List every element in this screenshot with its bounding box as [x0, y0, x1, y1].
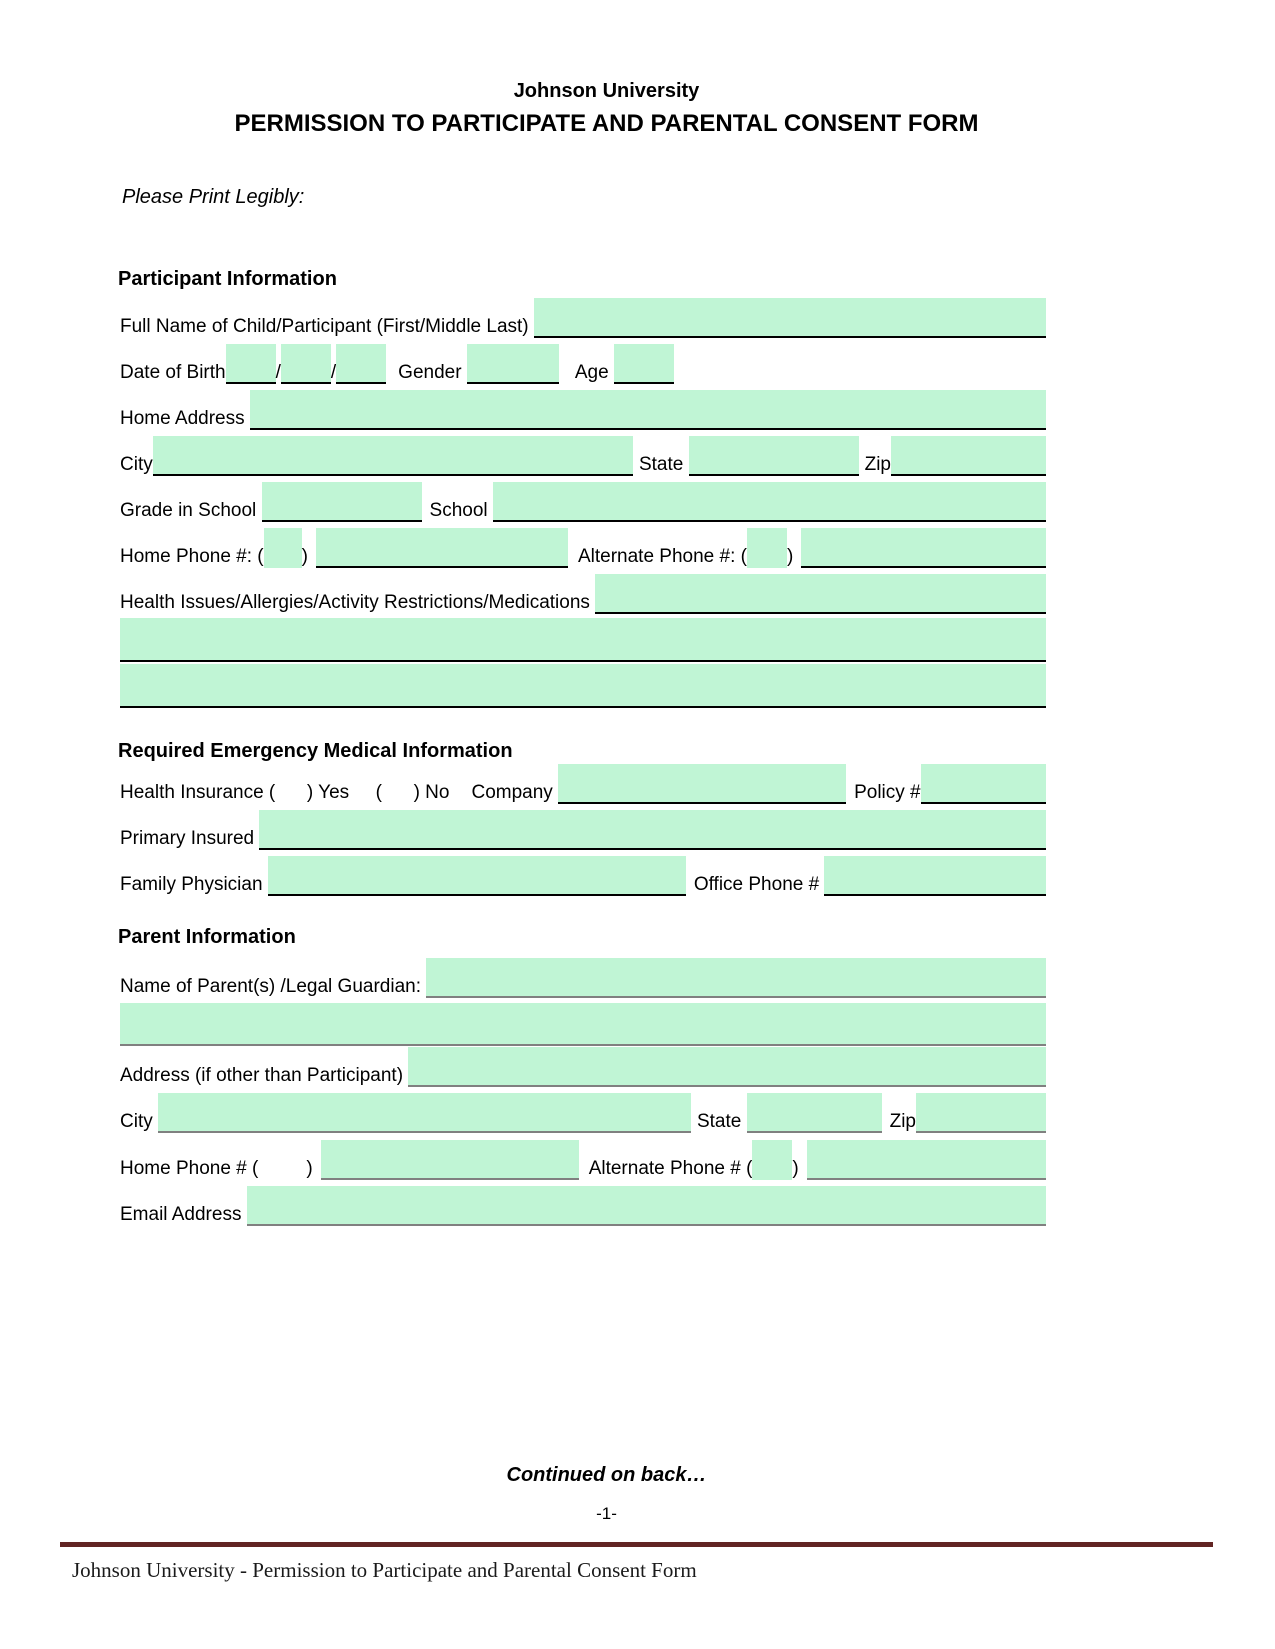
parent-zip-label: Zip — [889, 1111, 916, 1132]
guardian-name-line2-field[interactable] — [120, 1003, 1046, 1046]
form-title: PERMISSION TO PARTICIPATE AND PARENTAL CONSENT FORM — [234, 110, 979, 137]
section-heading-medical: Required Emergency Medical Information — [118, 740, 513, 762]
home-phone-field[interactable] — [316, 528, 568, 568]
city-field[interactable] — [153, 436, 633, 476]
dob-slash-2: / — [330, 362, 337, 383]
grade-label: Grade in School — [120, 500, 262, 521]
age-field[interactable] — [614, 344, 674, 384]
alt-phone-label: Alternate Phone #: ( — [577, 546, 747, 567]
company-label: Company — [471, 782, 559, 803]
health-issues-line3-field[interactable] — [120, 664, 1046, 708]
parent-city-row — [120, 1093, 1046, 1133]
parent-home-phone-field[interactable] — [321, 1140, 579, 1180]
parent-home-paren-close: ) — [306, 1158, 313, 1179]
parent-city-label: City — [120, 1111, 158, 1132]
email-field[interactable] — [247, 1186, 1046, 1226]
parent-home-phone-label: Home Phone # ( — [120, 1158, 259, 1179]
guardian-name-field[interactable] — [426, 958, 1046, 998]
page-number: -1- — [596, 1504, 617, 1523]
company-field[interactable] — [558, 764, 846, 804]
office-phone-field[interactable] — [824, 856, 1046, 896]
home-phone-paren-close: ) — [301, 546, 308, 567]
parent-alt-area-field[interactable] — [752, 1140, 792, 1180]
health-issues-line2-field[interactable] — [120, 618, 1046, 662]
gender-label: Gender — [398, 362, 467, 383]
family-physician-field[interactable] — [268, 856, 686, 896]
full-name-row — [120, 298, 1046, 338]
full-name-field[interactable] — [534, 298, 1046, 338]
zip-field[interactable] — [891, 436, 1046, 476]
dob-label: Date of Birth — [120, 362, 226, 383]
health-issues-row — [120, 574, 1046, 614]
alt-phone-field[interactable] — [801, 528, 1046, 568]
parent-address-row — [120, 1047, 1046, 1087]
zip-label: Zip — [864, 454, 891, 475]
grade-school-row — [120, 482, 1046, 522]
section-heading-participant: Participant Information — [118, 268, 337, 290]
age-label: Age — [574, 362, 614, 383]
parent-state-field[interactable] — [747, 1093, 882, 1133]
home-address-label: Home Address — [120, 408, 250, 429]
parent-address-field[interactable] — [408, 1047, 1046, 1087]
health-insurance-row — [120, 764, 1046, 804]
alt-phone-paren-close: ) — [786, 546, 794, 567]
full-name-label: Full Name of Child/Participant (First/Middle Last) — [120, 316, 534, 337]
section-heading-parent: Parent Information — [118, 926, 296, 948]
parent-alt-phone-label: Alternate Phone # ( — [588, 1158, 753, 1179]
print-legibly-instruction: Please Print Legibly: — [122, 186, 305, 208]
home-phone-label: Home Phone #: ( — [120, 546, 264, 567]
home-phone-area-field[interactable] — [264, 528, 302, 568]
state-label: State — [638, 454, 689, 475]
guardian-name-row — [120, 958, 1046, 998]
family-physician-label: Family Physician — [120, 874, 268, 895]
participant-city-row — [120, 436, 1046, 476]
dob-year-field[interactable] — [336, 344, 386, 384]
gender-field[interactable] — [467, 344, 559, 384]
policy-label: Policy # — [854, 782, 921, 803]
health-issues-label: Health Issues/Allergies/Activity Restrictions/Medications — [120, 592, 596, 613]
health-insurance-label: Health Insurance ( ) Yes ( ) No — [120, 782, 450, 803]
alt-phone-area-field[interactable] — [747, 528, 787, 568]
footer-text: Johnson University - Permission to Participate and Parental Consent Form — [72, 1558, 697, 1582]
school-label: School — [429, 500, 493, 521]
primary-insured-row — [120, 810, 1046, 850]
parent-home-area-space — [258, 1179, 306, 1180]
continued-on-back-note: Continued on back… — [506, 1464, 707, 1486]
office-phone-label: Office Phone # — [693, 874, 825, 895]
parent-alt-paren-close: ) — [792, 1158, 799, 1179]
dob-day-field[interactable] — [281, 344, 331, 384]
grade-field[interactable] — [262, 482, 422, 522]
dob-month-field[interactable] — [226, 344, 276, 384]
policy-field[interactable] — [921, 764, 1046, 804]
parent-address-label: Address (if other than Participant) — [120, 1065, 409, 1086]
parent-city-field[interactable] — [158, 1093, 691, 1133]
parent-state-label: State — [696, 1111, 747, 1132]
org-title: Johnson University — [513, 80, 700, 102]
state-field[interactable] — [689, 436, 859, 476]
home-address-field[interactable] — [250, 390, 1046, 430]
email-row — [120, 1186, 1046, 1226]
school-field[interactable] — [493, 482, 1046, 522]
footer-rule — [60, 1542, 1213, 1547]
parent-zip-field[interactable] — [916, 1093, 1046, 1133]
family-physician-row — [120, 856, 1046, 896]
home-address-row — [120, 390, 1046, 430]
guardian-name-label: Name of Parent(s) /Legal Guardian: — [120, 976, 427, 997]
health-issues-field[interactable] — [595, 574, 1046, 614]
dob-row — [120, 344, 1046, 384]
primary-insured-field[interactable] — [259, 810, 1046, 850]
email-label: Email Address — [120, 1204, 247, 1225]
parent-alt-phone-field[interactable] — [807, 1140, 1046, 1180]
participant-phone-row — [120, 528, 1046, 568]
dob-slash-1: / — [275, 362, 281, 383]
primary-insured-label: Primary Insured — [120, 828, 260, 849]
parent-phone-row — [120, 1140, 1046, 1180]
city-label: City — [120, 454, 153, 475]
